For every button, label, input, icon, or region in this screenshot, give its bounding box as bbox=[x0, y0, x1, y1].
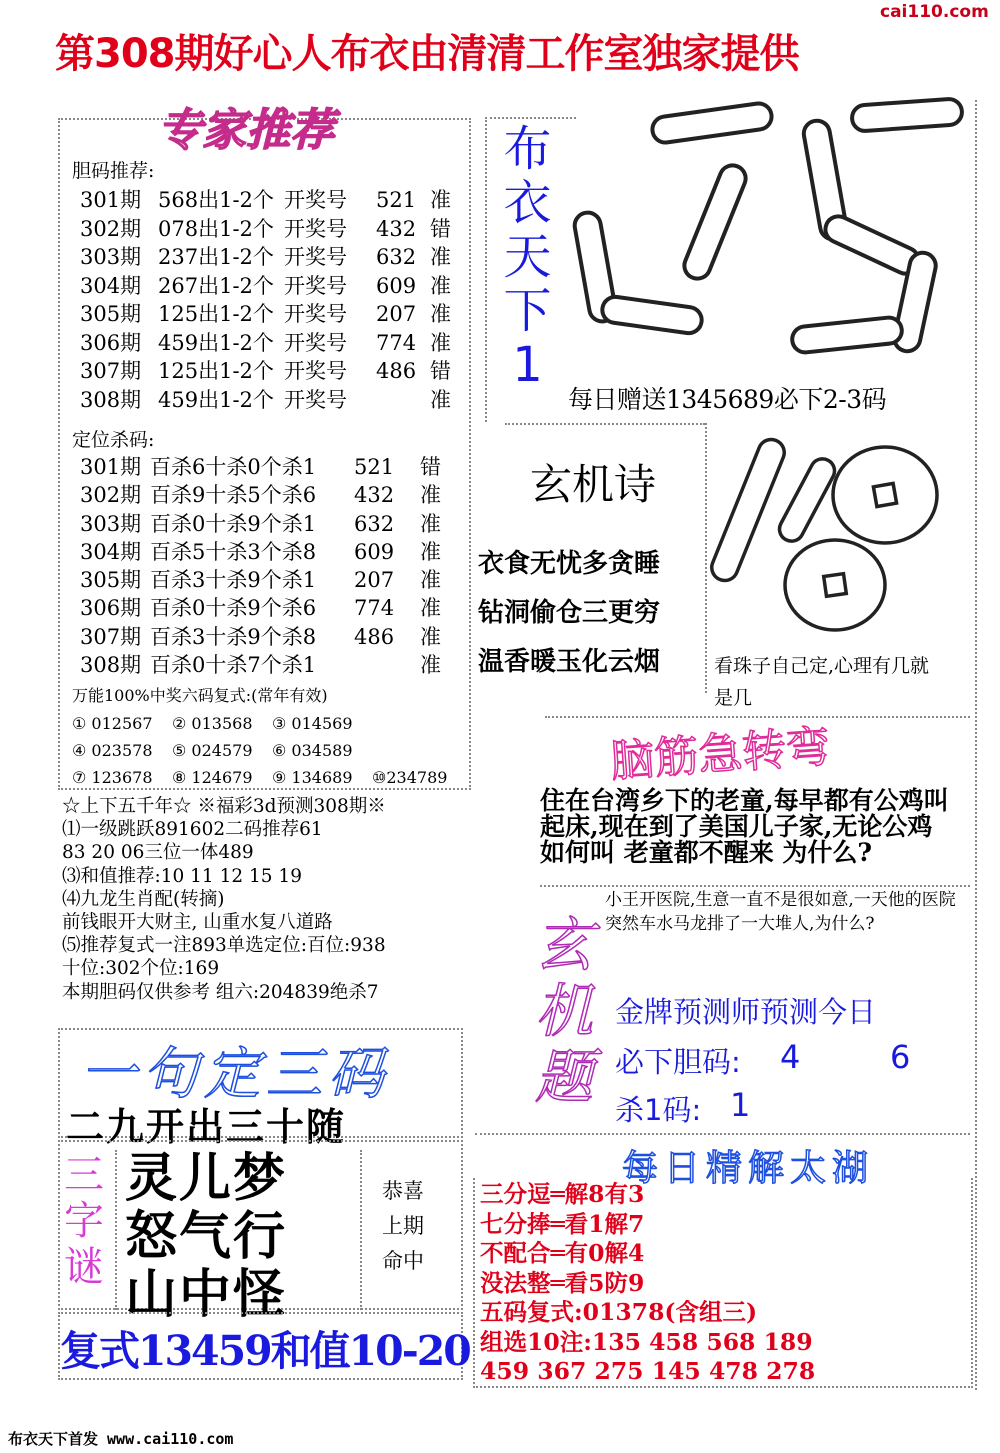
kill-verdict: 准 bbox=[420, 596, 441, 621]
expert-heading: 专家推荐 bbox=[158, 105, 334, 156]
dan-a: 4 bbox=[780, 1038, 801, 1076]
kill-issue: 304期 bbox=[80, 539, 142, 564]
brain-heading: 脑筋急转弯 bbox=[608, 721, 832, 788]
dan-result: 432 bbox=[376, 216, 417, 241]
kill-result: 486 bbox=[354, 624, 395, 649]
dan-issue: 303期 bbox=[80, 245, 142, 269]
riddle3-word: 山中怪 bbox=[125, 1265, 288, 1325]
kill-row bbox=[80, 594, 450, 622]
combo-item: ⑨ 134689 bbox=[272, 768, 353, 787]
kill-pick: 百杀9十杀5个杀6 bbox=[150, 483, 317, 508]
combo-item: ④ 023578 bbox=[72, 741, 153, 760]
kill-verdict: 准 bbox=[420, 624, 441, 649]
dan-verdict: 准 bbox=[430, 188, 451, 212]
dan-result: 207 bbox=[376, 302, 417, 326]
kill-row bbox=[80, 510, 450, 538]
stroke-2 bbox=[680, 161, 749, 282]
dan-issue: 302期 bbox=[80, 216, 142, 241]
dan-result-label: 开奖号 bbox=[284, 188, 347, 212]
dan-verdict: 准 bbox=[430, 387, 451, 412]
combo-item: ③ 014569 bbox=[272, 714, 353, 733]
xuanji-side bbox=[535, 912, 593, 1110]
dan-issue: 307期 bbox=[80, 359, 142, 383]
history-line: 十位:302个位:169 bbox=[62, 958, 220, 980]
kill-issue: 302期 bbox=[80, 483, 142, 508]
kill-pick: 百杀5十杀3个杀8 bbox=[150, 539, 317, 564]
dan-verdict: 准 bbox=[430, 273, 451, 298]
riddle3-congrats bbox=[382, 1174, 424, 1279]
xuanji-side-char: 机 bbox=[535, 977, 594, 1045]
dan-label-right: 必下胆码: bbox=[615, 1045, 741, 1079]
stroke-1 bbox=[651, 102, 773, 144]
history-line: ☆上下五千年☆ ※福彩3d预测308期※ bbox=[62, 796, 386, 817]
riddle3-word: 怒气行 bbox=[125, 1207, 288, 1267]
kill-pick: 百杀3十杀9个杀1 bbox=[150, 568, 317, 593]
kill-issue: 301期 bbox=[80, 455, 142, 479]
riddle3-side-char: 三 bbox=[64, 1152, 104, 1198]
dan-pick: 568出1-2个 bbox=[158, 188, 274, 212]
dan-result-label: 开奖号 bbox=[284, 245, 347, 269]
kill-row bbox=[80, 651, 450, 679]
dan-b: 6 bbox=[890, 1038, 911, 1076]
kill-result: 609 bbox=[354, 539, 395, 564]
dan-row bbox=[80, 186, 460, 215]
history-block bbox=[62, 795, 386, 1004]
buyi-char: 布 bbox=[503, 121, 552, 177]
dan-row bbox=[80, 357, 460, 386]
kill-result bbox=[354, 651, 420, 679]
dan-verdict: 准 bbox=[430, 302, 451, 326]
kill-pick: 百杀6十杀0个杀1 bbox=[150, 455, 317, 479]
taihu-line: 不配合═有0解4 bbox=[480, 1239, 645, 1267]
dan-verdict: 错 bbox=[430, 359, 451, 383]
kill-label-right: 杀1码: bbox=[615, 1093, 702, 1127]
combo-row bbox=[72, 764, 492, 791]
kill-verdict: 错 bbox=[420, 455, 441, 479]
riddle3-side-char: 谜 bbox=[64, 1244, 104, 1290]
taihu-line: 组选10注:135 458 568 189 bbox=[480, 1327, 813, 1356]
combo-label: 万能100%中奖六码复式:(常年有效) bbox=[72, 686, 328, 705]
dan-row bbox=[80, 243, 460, 272]
dan-pick: 267出1-2个 bbox=[158, 273, 274, 298]
taihu-line: 三分逗═解8有3 bbox=[480, 1180, 645, 1208]
dan-row bbox=[80, 272, 460, 301]
combo-item: ⑦ 123678 bbox=[72, 768, 153, 787]
site-logo[interactable]: cai110.com bbox=[880, 2, 989, 22]
xuanji-question: 小王开医院,生意一直不是很如意,一天他的医院突然车水马龙排了一大堆人,为什么? bbox=[605, 890, 956, 934]
dan-result: 632 bbox=[376, 245, 417, 269]
kill-row bbox=[80, 481, 450, 509]
buyi-char: 天 bbox=[503, 229, 552, 285]
dan-result: 486 bbox=[376, 359, 417, 383]
combo-row bbox=[72, 710, 492, 737]
kill-result: 521 bbox=[354, 455, 395, 479]
kill-pick: 百杀0十杀9个杀1 bbox=[150, 511, 317, 536]
bead-stroke-2 bbox=[775, 455, 838, 546]
dan-verdict: 准 bbox=[430, 245, 451, 269]
dan-pick: 459出1-2个 bbox=[158, 387, 274, 412]
combo-item: ① 012567 bbox=[72, 714, 153, 733]
history-line: 前钱眼开大财主, 山重水复八道路 bbox=[62, 912, 333, 934]
stroke-9 bbox=[791, 316, 903, 353]
history-line: ⑷九龙生肖配(转摘) bbox=[62, 888, 225, 910]
taihu-lines bbox=[480, 1180, 815, 1387]
dan-issue: 306期 bbox=[80, 330, 142, 355]
riddle3-side-char: 字 bbox=[64, 1198, 104, 1244]
dan-issue: 301期 bbox=[80, 188, 142, 212]
dan-row bbox=[80, 386, 460, 415]
dan-issue: 304期 bbox=[80, 273, 142, 298]
coin-2-hole bbox=[824, 574, 847, 597]
dan-result-label: 开奖号 bbox=[284, 273, 347, 298]
fushi-text: 复式13459和值10-20 bbox=[60, 1327, 470, 1375]
twenty-five-drawing bbox=[572, 92, 992, 372]
kill-label: 定位杀码: bbox=[72, 429, 155, 451]
kill-result: 207 bbox=[354, 568, 395, 593]
bead-stroke-1 bbox=[708, 436, 788, 585]
history-line: 本期胆码仅供参考 组六:204839绝杀7 bbox=[62, 981, 379, 1003]
buyi-char: 下 bbox=[503, 283, 552, 339]
kill-verdict: 准 bbox=[420, 483, 441, 508]
buyi-vertical bbox=[495, 122, 560, 392]
dan-result-label: 开奖号 bbox=[284, 387, 347, 412]
xuanji-side-char: 玄 bbox=[535, 911, 594, 979]
combo-item: ⑧ 124679 bbox=[172, 768, 253, 787]
kill-result: 632 bbox=[354, 511, 395, 536]
kill-result: 432 bbox=[354, 483, 395, 508]
history-line: 83 20 06三位一体489 bbox=[62, 842, 254, 864]
riddle3-congrats-line: 命中 bbox=[382, 1249, 424, 1273]
riddle3-side bbox=[64, 1152, 104, 1290]
riddle3-congrats-line: 上期 bbox=[382, 1214, 424, 1238]
kill-pick: 百杀0十杀9个杀6 bbox=[150, 596, 317, 621]
dan-table bbox=[80, 186, 460, 414]
combo-row bbox=[72, 737, 492, 764]
poem-line: 衣食无忧多贪睡 bbox=[478, 549, 661, 579]
combo-item: ② 013568 bbox=[172, 714, 253, 733]
dan-pick: 459出1-2个 bbox=[158, 330, 274, 355]
dan-row bbox=[80, 329, 460, 358]
dan-result: 609 bbox=[376, 273, 417, 298]
history-line: ⑴一级跳跃891602二码推荐61 bbox=[62, 819, 323, 841]
poem-line: 温香暖玉化云烟 bbox=[478, 647, 661, 677]
kill-table bbox=[80, 453, 450, 679]
kill-row bbox=[80, 566, 450, 594]
taihu-line: 七分捧═看1解7 bbox=[480, 1209, 645, 1238]
history-line: ⑸推荐复式一注893单选定位:百位:938 bbox=[62, 935, 386, 957]
dan-result: 521 bbox=[376, 188, 417, 212]
kill-pick: 百杀3十杀9个杀8 bbox=[150, 624, 317, 649]
poem-heading: 玄机诗 bbox=[530, 460, 657, 509]
combo-item: ⑤ 024579 bbox=[172, 741, 253, 760]
gold-title: 金牌预测师预测今日 bbox=[615, 995, 877, 1029]
kill-issue: 308期 bbox=[80, 653, 142, 678]
bead-note: 看珠子自己定,心理有几就是几 bbox=[714, 655, 930, 709]
dan-result-label: 开奖号 bbox=[284, 216, 347, 241]
kill-issue: 307期 bbox=[80, 624, 142, 649]
dan-pick: 078出1-2个 bbox=[158, 216, 274, 241]
poem-lines bbox=[478, 540, 660, 687]
combo-item: ⑩234789 bbox=[372, 768, 448, 787]
brain-question: 住在台湾乡下的老童,每早都有公鸡叫起床,现在到了美国儿子家,无论公鸡如何叫 老童都不醒来 为什么? bbox=[540, 786, 949, 867]
stroke-4 bbox=[601, 295, 704, 335]
kill-verdict: 准 bbox=[420, 511, 441, 536]
dan-issue: 305期 bbox=[80, 302, 142, 326]
kill-row bbox=[80, 538, 450, 566]
dan-pick: 125出1-2个 bbox=[158, 359, 274, 383]
kill-row bbox=[80, 623, 450, 651]
combo-item: ⑥ 034589 bbox=[272, 741, 353, 760]
riddle3-word: 灵儿梦 bbox=[125, 1149, 288, 1209]
one-sentence-heading: 一句定三码 bbox=[80, 1042, 390, 1107]
history-line: ⑶和值推荐:10 11 12 15 19 bbox=[62, 865, 302, 887]
taihu-line: 459 367 275 145 478 278 bbox=[480, 1357, 816, 1385]
taihu-heading: 每日精解太湖 bbox=[622, 1148, 875, 1189]
dan-row bbox=[80, 215, 460, 244]
dan-result-label: 开奖号 bbox=[284, 330, 347, 355]
dan-row bbox=[80, 300, 460, 329]
buyi-char: 衣 bbox=[503, 175, 552, 231]
dan-result: 774 bbox=[376, 330, 417, 355]
dan-result-label: 开奖号 bbox=[284, 359, 347, 383]
kill-result: 774 bbox=[354, 596, 395, 621]
kill-pick: 百杀0十杀7个杀1 bbox=[150, 653, 317, 678]
dan-pick: 125出1-2个 bbox=[158, 302, 274, 326]
kill-issue: 306期 bbox=[80, 596, 142, 621]
taihu-line: 五码复式:01378(含组三) bbox=[480, 1298, 758, 1326]
kill-verdict: 准 bbox=[420, 568, 441, 593]
kill-issue: 303期 bbox=[80, 511, 142, 536]
dan-result-label: 开奖号 bbox=[284, 302, 347, 326]
buyi-char: 1 bbox=[512, 337, 543, 393]
taihu-line: 没法整═看5防9 bbox=[480, 1268, 645, 1297]
kill-verdict: 准 bbox=[420, 653, 441, 678]
dan-pick: 237出1-2个 bbox=[158, 245, 274, 269]
footer-text: 布衣天下首发 www.cai110.com bbox=[8, 1430, 234, 1448]
xuanji-side-char: 题 bbox=[535, 1043, 594, 1111]
dan-issue: 308期 bbox=[80, 387, 142, 412]
beads-drawing bbox=[705, 425, 990, 650]
poem-line: 钻洞偷仓三更穷 bbox=[478, 598, 661, 628]
dan-result bbox=[376, 386, 430, 415]
riddle3-congrats-line: 恭喜 bbox=[382, 1179, 424, 1203]
kill-verdict: 准 bbox=[420, 539, 441, 564]
dan-label: 胆码推荐: bbox=[72, 160, 155, 182]
kill-val: 1 bbox=[730, 1086, 751, 1124]
coin-1-hole bbox=[873, 483, 896, 506]
one-sentence-phrase: 二九开出三十随 bbox=[66, 1105, 347, 1149]
kill-row bbox=[80, 453, 450, 481]
dan-verdict: 错 bbox=[430, 216, 451, 241]
stroke-6 bbox=[851, 98, 963, 132]
page-title: 第308期好心人布衣由清清工作室独家提供 bbox=[55, 31, 799, 77]
combo-table bbox=[72, 710, 492, 791]
riddle3-words bbox=[125, 1150, 287, 1324]
dan-verdict: 准 bbox=[430, 330, 451, 355]
kill-issue: 305期 bbox=[80, 568, 142, 593]
daily-gift: 每日赠送1345689必下2-3码 bbox=[568, 385, 887, 414]
